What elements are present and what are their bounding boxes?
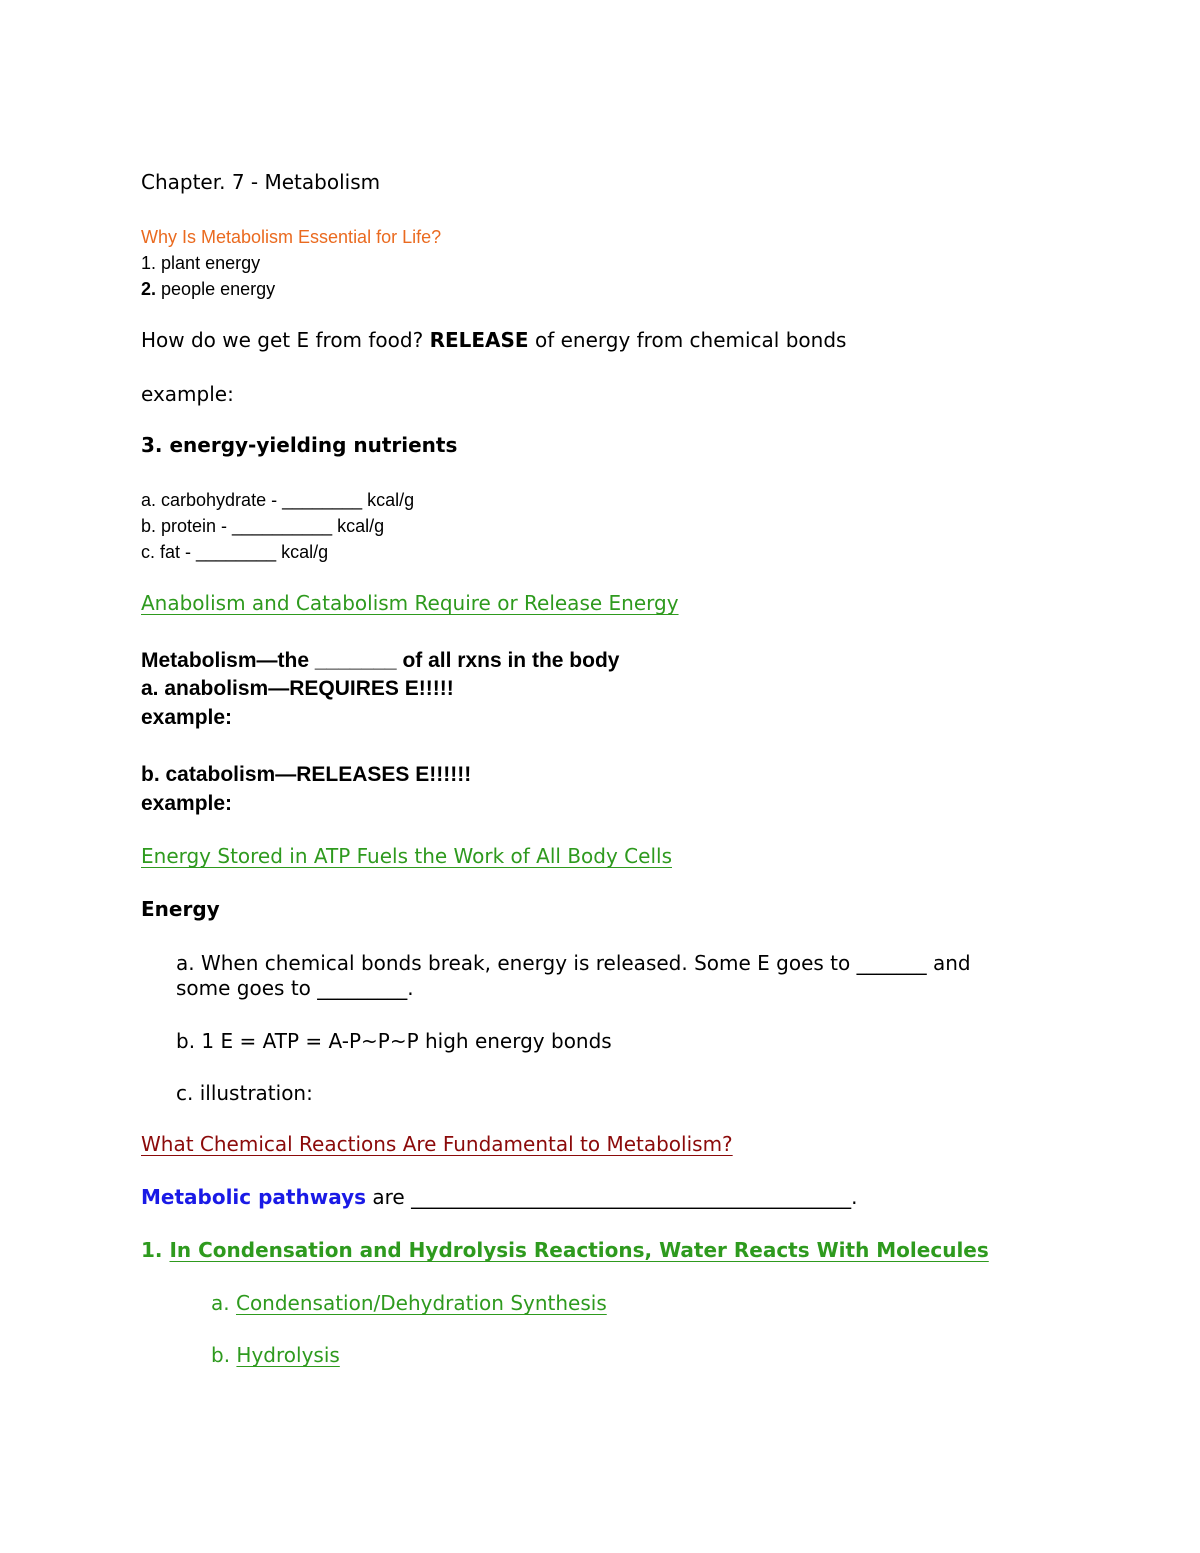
energy-label: Energy xyxy=(141,897,220,921)
reactions-item-1-text: In Condensation and Hydrolysis Reactions, Water Reacts With Molecules xyxy=(169,1238,989,1262)
reactions-heading: What Chemical Reactions Are Fundamental to Metabolism? xyxy=(141,1132,733,1156)
anabolism-line: a. anabolism—REQUIRES E!!!!! xyxy=(141,677,454,700)
atp-heading: Energy Stored in ATP Fuels the Work of All Body Cells xyxy=(141,844,672,868)
why-item-2-number: 2. xyxy=(141,279,157,299)
why-item-1 xyxy=(141,254,260,272)
reactions-item-1-number: 1. xyxy=(141,1238,163,1262)
reactions-sub-b xyxy=(211,1345,340,1365)
reactions-sub-a-text: Condensation/Dehydration Synthesis xyxy=(235,1291,607,1315)
why-item-2 xyxy=(141,280,275,298)
metabolic-pathways-label: Metabolic pathways xyxy=(141,1185,367,1209)
anabolism-example: example: xyxy=(141,706,233,729)
page-title: Chapter. 7 - Metabolism xyxy=(141,170,381,194)
why-heading: Why Is Metabolism Essential for Life? xyxy=(141,227,442,247)
energy-item-c: c. illustration: xyxy=(176,1081,313,1105)
why-item-1-number: 1. xyxy=(141,253,157,273)
anabolism-catabolism-heading: Anabolism and Catabolism Require or Release Energy xyxy=(141,591,679,615)
metabolism-definition: Metabolism—the _______ of all rxns in the body xyxy=(141,649,620,672)
food-question-rest: of energy from chemical bonds xyxy=(534,328,847,352)
energy-item-a-line-2: some goes to _________. xyxy=(176,976,414,1000)
food-question: How do we get E from food? xyxy=(141,328,424,352)
reactions-item-1 xyxy=(141,1240,989,1260)
nutrients-heading: 3. energy-yielding nutrients xyxy=(141,433,458,457)
why-item-1-text: plant energy xyxy=(161,253,261,273)
energy-item-a-line-1: a. When chemical bonds break, energy is released. Some E goes to _______ and xyxy=(176,951,971,975)
metabolic-pathways-line xyxy=(141,1187,857,1207)
food-question-line xyxy=(141,330,846,350)
food-example-label: example: xyxy=(141,382,234,406)
catabolism-line: b. catabolism—RELEASES E!!!!!! xyxy=(141,763,472,786)
catabolism-example: example: xyxy=(141,792,233,815)
nutrient-carbohydrate: a. carbohydrate - ________ kcal/g xyxy=(141,490,415,510)
nutrient-fat: c. fat - ________ kcal/g xyxy=(141,542,329,562)
reactions-sub-a-letter: a. xyxy=(211,1291,230,1315)
reactions-sub-b-letter: b. xyxy=(211,1343,231,1367)
food-release-emphasis: RELEASE xyxy=(429,328,529,352)
metabolic-pathways-blank: are ____________________________________________. xyxy=(372,1185,858,1209)
why-item-2-text: people energy xyxy=(161,279,276,299)
nutrient-protein: b. protein - __________ kcal/g xyxy=(141,516,385,536)
reactions-sub-b-text: Hydrolysis xyxy=(236,1343,340,1367)
reactions-sub-a xyxy=(211,1293,607,1313)
energy-item-b: b. 1 E = ATP = A-P~P~P high energy bonds xyxy=(176,1029,612,1053)
